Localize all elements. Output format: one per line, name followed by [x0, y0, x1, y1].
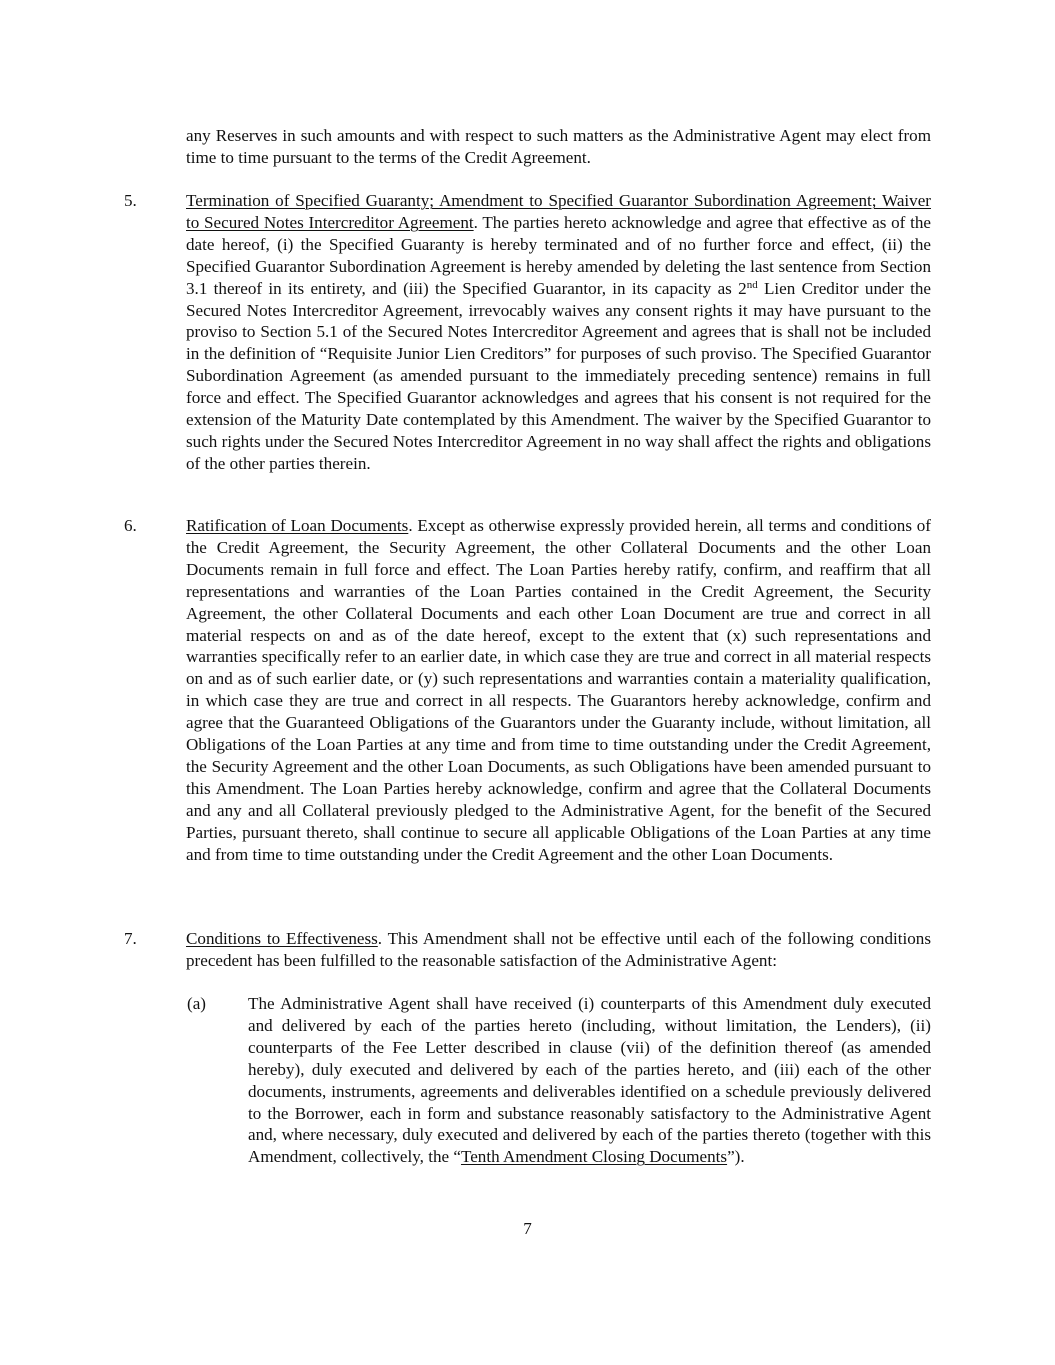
section-6-text: . Except as otherwise expressly provided herein, all terms and conditions of the Credit Agreement, the Security Agreement, the other Collateral Documents and the other Loan Documents remain in full force and effect. The Loan Parties hereby ratify, confirm, and reaffirm that all representations and warranties of the Loan Parties contained in the Credit Agreement, the Security Agreement, the other Collateral Documents and each other Loan Document are true and correct in all material respects on and as of the date hereof, except to the extent that (x) such representations and warranties specifically refer to an earlier date, in which case they are true and correct in all material respects on and as of such earlier date, or (y) such representations and warranties contain a materiality qualification, in which case they are true and correct in all respects. The Guarantors hereby acknowledge, confirm and agree that the Guaranteed Obligations of the Guarantors under the Guaranty include, without limitation, all Obligations of the Loan Parties at any time and from time to time outstanding under the Credit Agreement, the Security Agreement and the other Loan Documents, as such Obligations have been amended pursuant to this Amendment. The Loan Parties hereby acknowledge, confirm and agree that the Collateral Documents and any and all Collateral previously pledged to the Administrative Agent, for the benefit of the Secured Parties, pursuant thereto, shall continue to secure all applicable Obligations of the Loan Parties at any time and from time to time outstanding under the Credit Agreement and the other Loan Documents. — [186, 516, 932, 864]
section-5-heading: Termination of Specified Guaranty; Amendment to Specified Guarantor Subordination Agreement; Waiver to Secured Notes Intercreditor Agreement — [186, 191, 931, 232]
section-7-number: 7. — [124, 929, 137, 948]
section-5-text-b: Lien Creditor under the Secured Notes Intercreditor Agreement, irrevocably waives any consent rights it may have pursuant to the proviso to Section 5.1 of the Secured Notes Intercreditor Agreement and agrees that is shall not be included in the definition of “Requisite Junior Lien Creditors” for purposes of such proviso. The Specified Guarantor Subordination Agreement (as amended pursuant to the immediately preceding sentence) remains in full force and effect. The Specified Guarantor acknowledges and agrees that his consent is not required for the extension of the Maturity Date contemplated by this Amendment. The waiver by the Specified Guarantor to such rights under the Secured Notes Intercreditor Agreement in no way shall affect the rights and obligations of the other parties therein. — [186, 278, 932, 473]
section-7 — [186, 928, 931, 972]
ordinal-superscript: nd — [746, 278, 758, 291]
section-7-heading: Conditions to Effectiveness — [186, 929, 378, 948]
defined-term: Tenth Amendment Closing Documents — [460, 1147, 728, 1167]
subsection-a-end: ”). — [727, 1147, 745, 1167]
section-7-text: . This Amendment shall not be effective until each of the following conditions precedent has been fulfilled to the reasonable satisfaction of the Administrative Agent: — [186, 929, 931, 970]
section-5-number: 5. — [124, 191, 137, 210]
subsection-a-label: (a) — [187, 994, 206, 1013]
section-5-text-a: . The parties hereto acknowledge and agree that effective as of the date hereof, (i) the Specified Guaranty is hereby terminated and of no further force and effect, (ii) the Specified Guarantor Subordination Agreement is hereby amended by deleting the last sentence from Section 3.1 thereof in its entirety, and (iii) the Specified Guarantor, in its capacity as 2 — [186, 212, 931, 298]
page-number: 7 — [523, 1219, 532, 1238]
section-5 — [186, 190, 931, 475]
subsection-a-text: The Administrative Agent shall have received (i) counterparts of this Amendment duly executed and delivered by each of the parties hereto (including, without limitation, the Lenders), (ii) counterparts of the Fee Letter described in clause (vii) of the definition thereof (as amended hereby), duly executed and delivered by each of the parties hereto, and (iii) each of the other documents, instruments, agreements and deliverables identified on a schedule previously delivered to the Borrower, each in form and substance reasonably satisfactory to the Administrative Agent and, where necessary, duly executed and delivered by each of the parties thereto (together with this Amendment, collectively, the “ — [248, 994, 931, 1167]
section-6 — [186, 515, 931, 866]
section-6-number: 6. — [124, 516, 137, 535]
section-6-heading: Ratification of Loan Documents — [186, 516, 409, 535]
continuation-paragraph: any Reserves in such amounts and with respect to such matters as the Administrative Agent may elect from time to time pursuant to the terms of the Credit Agreement. — [186, 126, 931, 167]
subsection-a — [248, 993, 931, 1168]
